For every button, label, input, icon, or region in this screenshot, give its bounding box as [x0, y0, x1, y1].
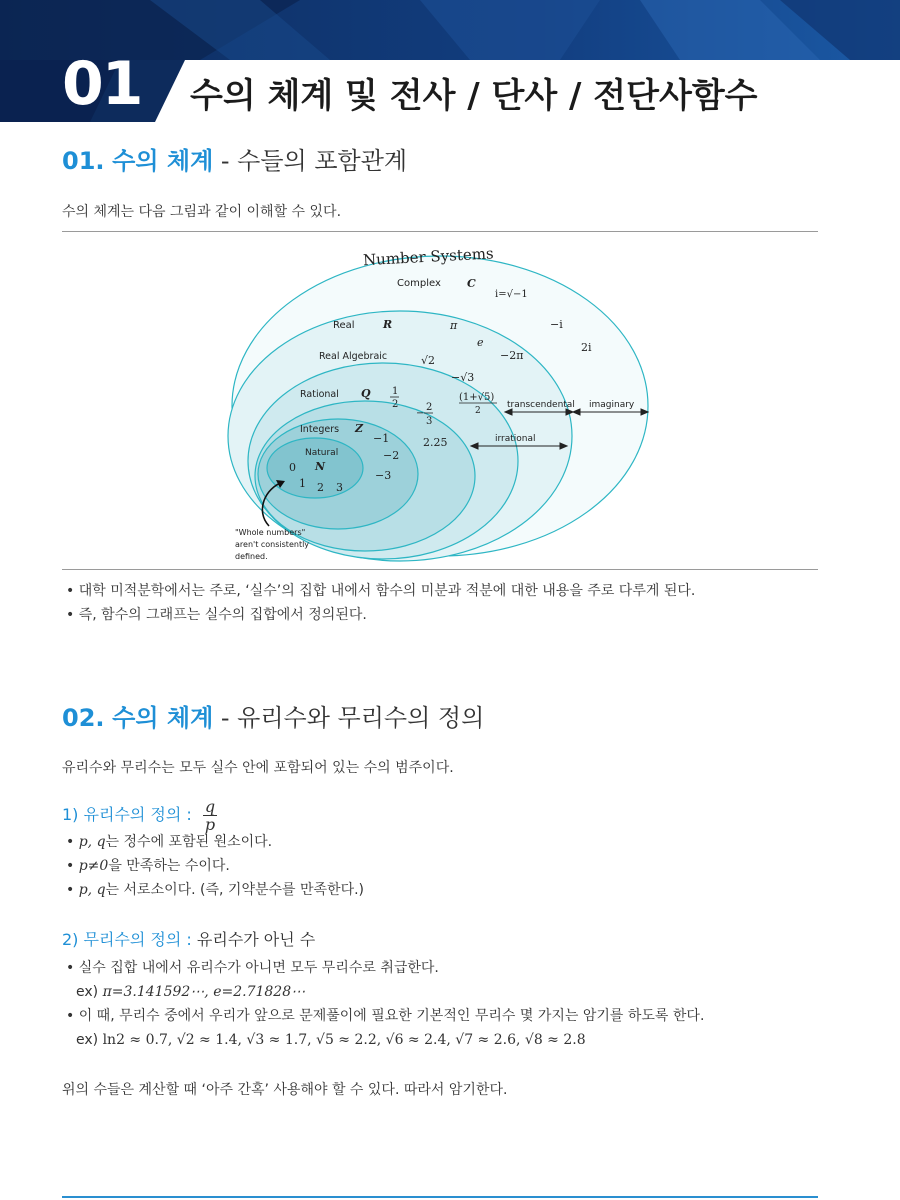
irrational-definition-text: 유리수가 아닌 수 — [191, 930, 316, 949]
value-golden-num: (1+√5) — [459, 392, 495, 403]
label-natural: Natural — [305, 448, 339, 458]
label-complex: Complex — [397, 278, 441, 289]
rational-definition-label: 1) 유리수의 정의 : — [62, 805, 192, 824]
irrational-example-2-math: ln2 ≈ 0.7, √2 ≈ 1.4, √3 ≈ 1.7, √5 ≈ 2.2, √6 ≈ 2.4, √7 ≈ 2.6, √8 ≈ 2.8 — [98, 1032, 586, 1048]
irrational-example-1-math: π=3.141592⋯, e=2.71828⋯ — [98, 984, 306, 1000]
symbol-natural: N — [315, 460, 326, 473]
section-2-keyword: 수의 체계 — [112, 704, 214, 732]
i-definition: i=√−1 — [495, 289, 528, 300]
section-1-bullet-1: • 대학 미적분학에서는 주로, ‘실수’의 집합 내에서 함수의 미분과 적분에 대한 내용을 주로 다루게 된다. — [66, 583, 696, 599]
value-half-num: 1 — [392, 386, 399, 397]
label-irrational: irrational — [495, 434, 536, 444]
value-half-den: 2 — [392, 399, 399, 410]
number-systems-diagram — [225, 236, 665, 566]
footer-divider — [62, 1196, 818, 1198]
value-neg23-sign: − — [416, 408, 425, 419]
value-1: 1 — [299, 477, 306, 490]
irrational-definition-label: 2) 무리수의 정의 : — [62, 930, 192, 949]
label-real-algebraic: Real Algebraic — [319, 351, 388, 362]
value-neg2: −2 — [383, 449, 400, 462]
value-0: 0 — [289, 461, 296, 474]
section-2-subtitle: - 유리수와 무리수의 정의 — [213, 704, 485, 732]
value-2i: 2i — [581, 341, 592, 354]
rational-fraction — [203, 798, 217, 833]
section-1-title — [62, 146, 407, 176]
rational-bullet-3: • p, q는 서로소이다. (즉, 기약분수를 만족한다.) — [66, 882, 365, 898]
irrational-definition-heading — [62, 929, 315, 951]
divider-bottom — [62, 569, 818, 570]
section-2-title — [62, 703, 484, 733]
irrational-bullet-1: • 실수 집합 내에서 유리수가 아니면 모두 무리수로 취급한다. — [66, 960, 439, 976]
note-line-1: "Whole numbers" — [235, 528, 306, 537]
note-line-3: defined. — [235, 552, 268, 561]
value-neg3: −3 — [375, 469, 392, 482]
value-2: 2 — [317, 481, 324, 494]
symbol-real: R — [383, 318, 393, 331]
section-1-number: 01. — [62, 147, 105, 175]
divider-top — [62, 231, 818, 232]
section-2-number: 02. — [62, 704, 105, 732]
value-3: 3 — [336, 481, 343, 494]
chapter-title: 수의 체계 및 전사 / 단사 / 전단사함수 — [190, 76, 758, 116]
chapter-number: 01 — [62, 49, 142, 119]
value-golden-den: 2 — [475, 406, 481, 416]
note-line-2: aren't consistently — [235, 540, 310, 549]
irrational-example-2: ex) ln2 ≈ 0.7, √2 ≈ 1.4, √3 ≈ 1.7, √5 ≈ 2.2, √6 ≈ 2.4, √7 ≈ 2.6, √8 ≈ 2.8 — [76, 1032, 586, 1048]
value-sqrt2: √2 — [421, 354, 436, 367]
section-1-intro: 수의 체계는 다음 그림과 같이 이해할 수 있다. — [62, 204, 342, 220]
irrational-bullet-2: • 이 때, 무리수 중에서 우리가 앞으로 문제풀이에 필요한 기본적인 무리수 몇 가지는 암기를 하도록 한다. — [66, 1008, 705, 1024]
section-1-keyword: 수의 체계 — [112, 147, 214, 175]
rational-definition-heading — [62, 798, 217, 833]
label-transcendental: transcendental — [507, 400, 575, 410]
label-real: Real — [333, 320, 355, 331]
value-decimal: 2.25 — [423, 436, 448, 449]
label-integers: Integers — [300, 424, 340, 435]
rational-bullet-2-math: p≠0 — [78, 858, 109, 874]
value-neg-sqrt3: −√3 — [451, 371, 475, 384]
chapter-header — [0, 0, 900, 122]
label-rational: Rational — [300, 389, 339, 400]
rational-fraction-numerator: q — [204, 797, 216, 816]
value-neg-i: −i — [550, 318, 563, 331]
rational-bullet-1-math: p, q — [78, 834, 106, 850]
value-neg23-num: 2 — [426, 402, 433, 413]
section-2-intro: 유리수와 무리수는 모두 실수 안에 포함되어 있는 수의 범주이다. — [62, 760, 454, 776]
symbol-rational: Q — [361, 387, 371, 400]
value-e: e — [477, 336, 484, 349]
rational-bullet-1: • p, q는 정수에 포함된 원소이다. — [66, 834, 273, 850]
value-neg23-den: 3 — [426, 416, 433, 427]
value-neg-2pi: −2π — [500, 349, 524, 362]
section-2-closing: 위의 수들은 계산할 때 ‘아주 간혹’ 사용해야 할 수 있다. 따라서 암기한다. — [62, 1082, 508, 1098]
label-imaginary: imaginary — [589, 400, 635, 410]
symbol-integers: Z — [355, 422, 364, 435]
irrational-example-1: ex) π=3.141592⋯, e=2.71828⋯ — [76, 984, 306, 1000]
section-1-bullet-2: • 즉, 함수의 그래프는 실수의 집합에서 정의된다. — [66, 607, 367, 623]
rational-fraction-denominator: p — [204, 815, 216, 834]
rational-bullet-2: • p≠0을 만족하는 수이다. — [66, 858, 230, 874]
value-neg1: −1 — [373, 432, 390, 445]
value-pi: π — [450, 319, 458, 332]
section-1-subtitle: - 수들의 포함관계 — [213, 147, 408, 175]
symbol-complex: C — [467, 277, 476, 290]
diagram-title: Number Systems — [362, 244, 495, 270]
rational-bullet-3-math: p, q — [78, 882, 106, 898]
